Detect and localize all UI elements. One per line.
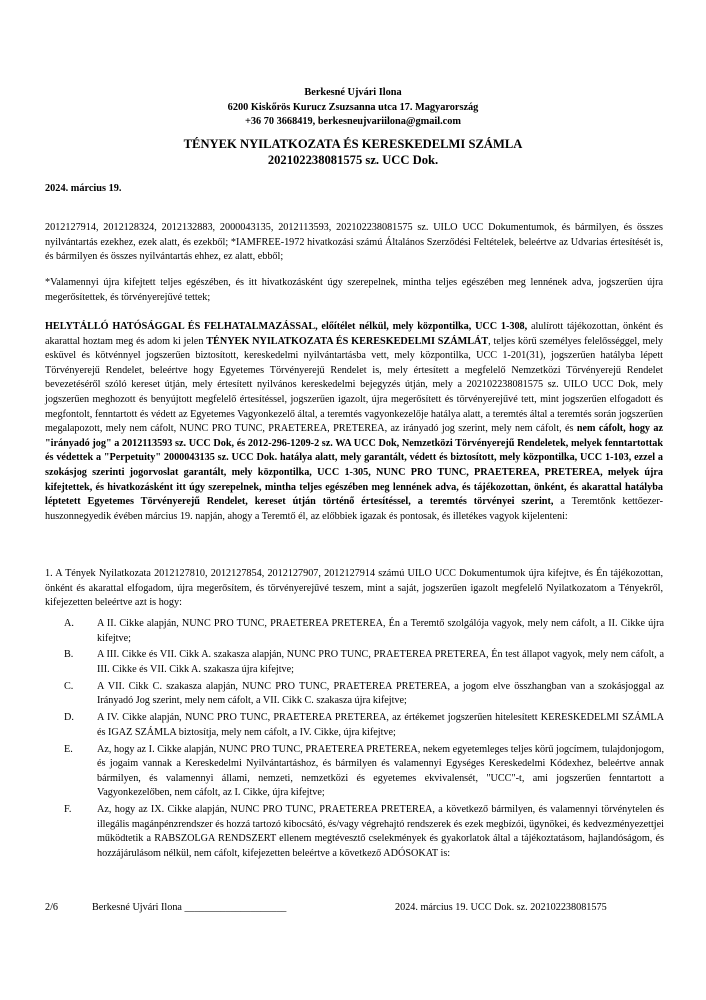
footer-reference: 2024. március 19. UCC Dok. sz. 202102238081575 xyxy=(395,902,607,913)
item-text: A IV. Cikke alapján, NUNC PRO TUNC, PRAETEREA PRETEREA, az értékemet jogszerűen hitelesített KERESKEDELMI SZÁMLA és IGAZ SZÁMLA biztosítja, mely nem cáfolt, a IV. Cikke, újra kifejtve; xyxy=(97,712,664,738)
authority-paragraph xyxy=(45,320,663,524)
incorporation-paragraph: *Valamennyi újra kifejtett teljes egészében, és itt hivatkozásként úgy szerepelnek, mintha teljes egészében meg lennének adva, jogszerűen újra megerősítettek, és törvényerejűvé tettek; xyxy=(45,277,663,303)
authority-bold-law: nem cáfolt, hogy az "irányadó jog" a 2012113593 sz. UCC Dok, és 2012-296-1209-2 sz. WA UCC Dok, Nemzetközi Törvényerejű Rendeletek, melyek fenntartottak és védettek a "Perpetuity" 2000043135 sz. UCC Dok. hatálya alatt, mely garantált, védett és biztosított, mely központilka, UCC 1-103, ezzel a szokásjog szerinti jogorvoslat garantált, mely központilka, UCC 1-305, NUNC PRO TUNC, PRAETEREA, PRETEREA, melyek újra kifejtettek, és hivatkozásként itt úgy szerepelnek, mintha teljes egészében meg lennének adva, és tájékozottan, önként, és akarattal hatályba léptetett Egyetemes Törvényerejű Rendelet, kereset útján történő értesítéssel, a teremtés törvényei szerint, xyxy=(45,423,663,508)
item-letter: E. xyxy=(64,743,73,755)
authority-text-1: alulírott tájékozottan, önként és akarattal hoztam meg és adom ki jelen xyxy=(45,321,663,347)
item-text: Az, hogy az IX. Cikke alapján, NUNC PRO TUNC, PRAETEREA PRETEREA, a következő bármilyen, és valamennyi törvénytelen és illegális magánpénzrendszer és hozzá tartozó kibocsátó, és/vagy végrehajtó rendszerek és ezek megbízói, ügynökei, és kedvezményezettjei működtetik a RABSZOLGA RENDSZERT ellenem megtévesztő cselekmények és gyakorlatok által a tájékoztatásom, hajlandóságom, és hozzájárulásom nélkül, nem cáfolt, kifejezetten beleértve a következő ADÓSOKAT is: xyxy=(97,804,664,859)
sender-name: Berkesné Ujvári Ilona xyxy=(304,87,402,98)
authority-bold-intro: HELYTÁLLÓ HATÓSÁGGAL ÉS FELHATALMAZÁSSAL, előítélet nélkül, mely központilka, UCC 1-308, xyxy=(45,321,528,332)
document-title: TÉNYEK NYILATKOZATA ÉS KERESKEDELMI SZÁMLA xyxy=(183,137,523,151)
signature-line: Berkesné Ujvári Ilona ____________________ xyxy=(92,902,287,913)
item-letter: A. xyxy=(64,618,74,629)
document-date: 2024. március 19. xyxy=(45,183,122,194)
declaration-list xyxy=(64,617,664,864)
item-text: A III. Cikke és VII. Cikk A. szakasza alapján, NUNC PRO TUNC, PRAETEREA PRETEREA, Én test állapot vagyok, mely nem cáfolt, a III. Cikke és VII. Cikk A. szakasza újra kifejtve; xyxy=(97,649,664,675)
item-letter: B. xyxy=(64,649,74,661)
document-number: 202102238081575 sz. UCC Dok. xyxy=(267,153,439,167)
authority-text-2: , teljes körű személyes felelősséggel, mely esküvel és kötvénnyel jogszerűen biztosított, kereskedelmi nyilvántartásba vett, mely központilka, UCC 1-201(31), jogszerűen hatályba lépett Törvényerejű Rendelet, beleértve hogy Egyetemes Törvényerejű Rendelet is, mely értesített a megfelelő Nemzetközi Törvényerejű Rendelet bevezetéséről szóló kereset útján, mely értesített nyilvános kereskedelmi bejegyzés útján, mely a 202102238081575 sz. UILO UCC Dok, mely jogszerűen meghozott és benyújtott megfelelő értesítéssel, jogszerűen igazolt, újra megerősített és törvényerejűvé tett, mint jogszerűen elfogadott és megfontolt, fenntartott és védett az Egyetemes Vagyonkezelő által, a teremtés vagyonkezelője hatálya alatt, a teremtés által a teremtés során jogszerűen megalapozott, mely nem cáfolt, NUNC PRO TUNC, PRAETEREA, PRETEREA, az irányadó jog szerint, mely nem cáfolt, és xyxy=(45,335,664,435)
list-item xyxy=(64,680,664,709)
list-item xyxy=(64,617,664,646)
item-text: A VII. Cikk C. szakasza alapján, NUNC PRO TUNC, PRAETEREA PRETEREA, a jogom elve összhangban van a szokásjoggal az Irányadó Jog szerint, mely nem cáfolt, a VII. Cikk C. szakasza újra kifejtve; xyxy=(97,680,664,707)
list-item xyxy=(64,648,664,677)
list-item xyxy=(64,803,664,861)
declaration-paragraph: 1. A Tények Nyilatkozata 2012127810, 2012127854, 2012127907, 2012127914 számú UILO UCC Dokumentumok újra kifejtve, és Én tájékozottan, önként és akarattal elfogadom, újra megerősítem, és törvényerejűvé teszem, mint a saját, jogszerűen igazolt megfelelő Nyilatkozatom a Tényekről, kifejezetten beleértve azt is hogy: xyxy=(45,568,663,609)
authority-bold-title: TÉNYEK NYILATKOZATA ÉS KERESKEDELMI SZÁMLÁT xyxy=(206,335,489,347)
sender-address: 6200 Kiskőrös Kurucz Zsuzsanna utca 17. Magyarország xyxy=(227,101,479,113)
item-letter: C. xyxy=(64,680,74,692)
list-item xyxy=(64,743,664,801)
item-text: Az, hogy az I. Cikke alapján, NUNC PRO TUNC, PRAETEREA PRETEREA, nekem egyetemleges teljes körű jogcímem, tulajdonjogom, és jogaim vannak a Kereskedelmi Nyilvántartáshoz, és bármilyen és valamennyi Egységes Kereskedelmi Kódexhez, beleértve annak bármilyen, és valamennyi állami, nemzeti, nemzetközi és egyetemes ekvivalensét, "UCC"-t, ami jogszerűen fenntartott a Vagyonkezelőben, nem cáfolt, az I. Cikke, újra kifejtve; xyxy=(97,743,664,799)
item-letter: D. xyxy=(64,712,74,724)
page-number: 2/6 xyxy=(45,902,59,913)
reference-paragraph: 2012127914, 2012128324, 2012132883, 2000043135, 2012113593, 202102238081575 sz. UILO UCC Dokumentumok, és bármilyen, és összes nyilvántartás ezekhez, ezek alatt, és ezekből; *IAMFREE-1972 hivatkozási számú Általános Szerződési Feltételek, beleértve az Udvarias értesítését is, és bármilyen és összes nyilvántartás ehhez, ez alatt, ebből; xyxy=(45,222,663,263)
authority-text-3: a Teremtőnk kettőezer-huszonnegyedik évében március 19. napján, ahogy a Teremtő él, az előbbiek igazak és pontosak, és illetékes vagyok kijelenteni: xyxy=(45,496,663,522)
sender-contact: +36 70 3668419, berkesneujvariilona@gmail.com xyxy=(245,116,461,127)
item-letter: F. xyxy=(64,804,72,816)
item-text: A II. Cikke alapján, NUNC PRO TUNC, PRAETEREA PRETEREA, Én a Teremtő szolgálója vagyok, mely nem cáfolt, a II. Cikke újra kifejtve; xyxy=(97,618,664,644)
list-item xyxy=(64,711,664,740)
